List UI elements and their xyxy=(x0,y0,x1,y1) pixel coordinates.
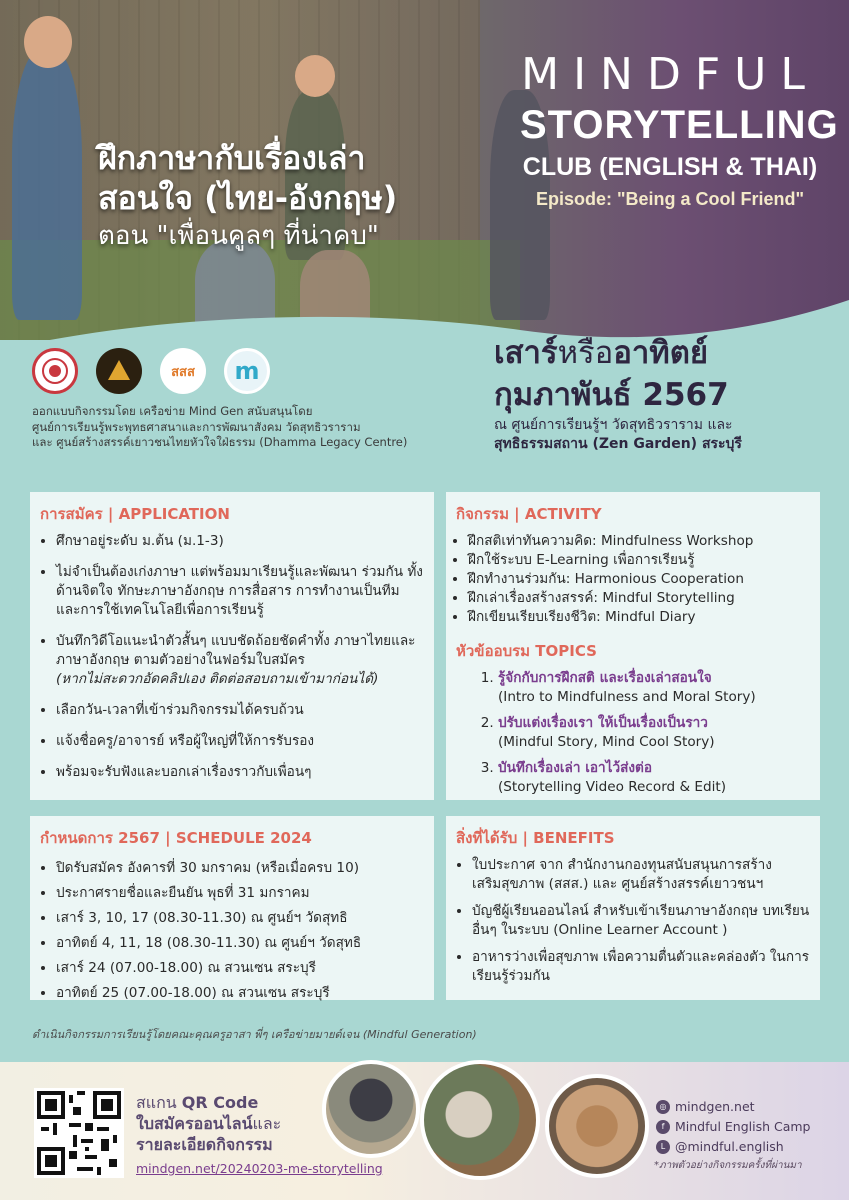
activity-heading: กิจกรรม | ACTIVITY xyxy=(456,505,602,523)
registration-link[interactable]: mindgen.net/20240203-me-storytelling xyxy=(136,1161,383,1176)
scan-line-1: สแกน QR Code xyxy=(136,1093,259,1112)
application-item: • เลือกวัน-เวลาที่เข้าร่วมกิจกรรมได้ครบถ้วน xyxy=(56,701,424,720)
event-place-2: สุทธิธรรมสถาน (Zen Garden) สระบุรี xyxy=(494,436,742,452)
thai-title-line-2: สอนใจ (ไทย-อังกฤษ) xyxy=(98,179,398,217)
activity-list xyxy=(456,532,810,627)
activity-item: • ฝึกใช้ระบบ E-Learning เพื่อการเรียนรู้ xyxy=(468,551,810,570)
benefit-item: • บัญชีผู้เรียนออนไลน์ สำหรับเข้าเรียนภาษาอังกฤษ บทเรียนอื่นๆ ในระบบ (Online Learner Account ) xyxy=(472,902,810,940)
schedule-heading: กำหนดการ 2567 | SCHEDULE 2024 xyxy=(40,829,312,847)
schedule-item: • อาทิตย์ 25 (07.00-18.00) ณ สวนเซน สระบุรี xyxy=(56,981,424,1006)
past-activity-photo-1 xyxy=(322,1060,420,1158)
activity-card xyxy=(446,492,820,800)
topics-list xyxy=(456,669,810,797)
application-item-text: บันทึกวิดีโอแนะนำตัวสั้นๆ แบบชัดถ้อยชัดคำทั้ง ภาษาไทยและภาษาอังกฤษ ตามตัวอย่างในฟอร์มใบสมัคร xyxy=(56,633,416,668)
topics-heading: หัวข้ออบรม TOPICS xyxy=(456,642,597,660)
qr-code-icon xyxy=(37,1091,121,1175)
schedule-item: • อาทิตย์ 4, 11, 18 (08.30-11.30) ณ ศูนย์ฯ วัดสุทธิ xyxy=(56,931,424,956)
thaihealth-logo-icon: สสส xyxy=(160,348,206,394)
website-link[interactable]: ◎ mindgen.net xyxy=(656,1097,811,1117)
hero-banner xyxy=(0,0,849,340)
event-place-1: ณ ศูนย์การเรียนรู้ฯ วัดสุทธิวราราม และ xyxy=(494,417,733,433)
application-item: • ไม่จำเป็นต้องเก่งภาษา แต่พร้อมมาเรียนรู้และพัฒนา ร่วมกัน ทั้งด้านจิตใจ ทักษะภาษาอังกฤษ การสื่อสาร การทำงานเป็นทีม และการใช้เทคโนโลยีเพื่อการเรียนรู้ xyxy=(56,563,424,620)
partner-logos xyxy=(32,348,270,394)
girl-head xyxy=(295,55,335,97)
organizer-credits xyxy=(32,404,452,451)
university-seal-icon xyxy=(32,348,78,394)
organizer-line-1: ออกแบบกิจกรรมโดย เครือข่าย Mind Gen สนับสนุนโดย xyxy=(32,404,313,418)
facebook-icon: f xyxy=(656,1120,670,1134)
line-link[interactable]: L @mindful.english xyxy=(656,1137,811,1157)
facebook-link[interactable]: f Mindful English Camp xyxy=(656,1117,811,1137)
social-links xyxy=(656,1097,811,1157)
title-storytelling: STORYTELLING xyxy=(520,103,839,147)
past-activity-photo-3 xyxy=(545,1074,649,1178)
benefits-list xyxy=(456,856,810,986)
boy-figure xyxy=(12,50,82,320)
topic-en: (Mindful Story, Mind Cool Story) xyxy=(498,734,715,750)
activity-item: • ฝึกสติเท่าทันความคิด: Mindfulness Workshop xyxy=(468,532,810,551)
topic-item xyxy=(498,759,810,797)
application-card xyxy=(30,492,434,800)
topic-en: (Intro to Mindfulness and Moral Story) xyxy=(498,689,756,705)
schedule-item: • ประกาศรายชื่อและยืนยัน พุธที่ 31 มกราคม xyxy=(56,881,424,906)
topic-en: (Storytelling Video Record & Edit) xyxy=(498,779,727,795)
boy-head xyxy=(24,16,72,68)
schedule-item: • ปิดรับสมัคร อังคารที่ 30 มกราคม (หรือเมื่อครบ 10) xyxy=(56,856,424,881)
title-mindful: MINDFUL xyxy=(521,49,819,100)
scan-line-3: รายละเอียดกิจกรรม xyxy=(136,1135,273,1154)
topic-item xyxy=(498,669,810,707)
topic-th: บันทึกเรื่องเล่า เอาไว้ส่งต่อ xyxy=(498,760,653,776)
application-item: • ศึกษาอยู่ระดับ ม.ต้น (ม.1-3) xyxy=(56,532,424,551)
mind-gen-logo-icon xyxy=(96,348,142,394)
globe-icon: ◎ xyxy=(656,1100,670,1114)
past-activity-photo-2 xyxy=(420,1060,540,1180)
facilitator-note: ดำเนินกิจกรรมการเรียนรู้โดยคณะคุณครูอาสา พี่ๆ เครือข่ายมายด์เจน (Mindful Generation) xyxy=(32,1028,477,1041)
topic-th: รู้จักกับการฝึกสติ และเรื่องเล่าสอนใจ xyxy=(498,670,712,686)
title-club: CLUB (ENGLISH & THAI) xyxy=(522,153,818,181)
application-item: • พร้อมจะรับฟังและบอกเล่าเรื่องราวกับเพื่อนๆ xyxy=(56,763,424,782)
event-day: เสาร์หรืออาทิตย์ xyxy=(494,335,709,371)
application-item: • แจ้งชื่อครู/อาจารย์ หรือผู้ใหญ่ที่ให้การรับรอง xyxy=(56,732,424,751)
photo-caption: *ภาพตัวอย่างกิจกรรมครั้งที่ผ่านมา xyxy=(654,1160,802,1171)
benefit-item: • ใบประกาศ จาก สำนักงานกองทุนสนับสนุนการสร้าง เสริมสุขภาพ (สสส.) และ ศูนย์สร้างสรรค์เยาวชนฯ xyxy=(472,856,810,894)
activity-item: • ฝึกเขียนเรียบเรียงชีวิต: Mindful Diary xyxy=(468,608,810,627)
schedule-card xyxy=(30,816,434,1000)
qr-code[interactable] xyxy=(34,1088,124,1178)
application-item xyxy=(56,632,424,689)
application-item-note: (หากไม่สะดวกอัดคลิปเอง ติดต่อสอบถามเข้ามาก่อนได้) xyxy=(56,671,379,687)
benefits-card xyxy=(446,816,820,1000)
scan-line-2: ใบสมัครออนไลน์และ xyxy=(136,1114,282,1133)
event-date xyxy=(494,332,742,454)
event-month: กุมภาพันธ์ 2567 xyxy=(494,377,729,413)
thai-title xyxy=(98,138,397,254)
thai-title-line-3: ตอน "เพื่อนคูลๆ ที่น่าคบ" xyxy=(98,221,379,251)
schedule-list xyxy=(40,856,424,1006)
topic-item xyxy=(498,714,810,752)
activity-item: • ฝึกเล่าเรื่องสร้างสรรค์: Mindful Storytelling xyxy=(468,589,810,608)
benefit-item: • อาหารว่างเพื่อสุขภาพ เพื่อความตื่นตัวและคล่องตัว ในการเรียนรู้ร่วมกัน xyxy=(472,948,810,986)
topic-th: ปรับแต่งเรื่องเรา ให้เป็นเรื่องเป็นราว xyxy=(498,715,708,731)
organizer-line-3: และ ศูนย์สร้างสรรค์เยาวชนไทยหัวใจใฝ่ธรรม (Dhamma Legacy Centre) xyxy=(32,435,408,449)
activity-item: • ฝึกทำงานร่วมกัน: Harmonious Cooperation xyxy=(468,570,810,589)
schedule-item: • เสาร์ 24 (07.00-18.00) ณ สวนเซน สระบุรี xyxy=(56,956,424,981)
benefits-heading: สิ่งที่ได้รับ | BENEFITS xyxy=(456,829,615,847)
application-list xyxy=(40,532,424,782)
title-episode: Episode: "Being a Cool Friend" xyxy=(535,189,805,209)
m-logo-icon: m xyxy=(224,348,270,394)
thai-title-line-1: ฝึกภาษากับเรื่องเล่า xyxy=(98,139,366,177)
line-icon: L xyxy=(656,1140,670,1154)
organizer-line-2: ศูนย์การเรียนรู้พระพุทธศาสนาและการพัฒนาสังคม วัดสุทธิวราราม xyxy=(32,419,361,434)
schedule-item: • เสาร์ 3, 10, 17 (08.30-11.30) ณ ศูนย์ฯ วัดสุทธิ xyxy=(56,906,424,931)
application-heading: การสมัคร | APPLICATION xyxy=(40,505,230,523)
english-title xyxy=(520,49,839,214)
